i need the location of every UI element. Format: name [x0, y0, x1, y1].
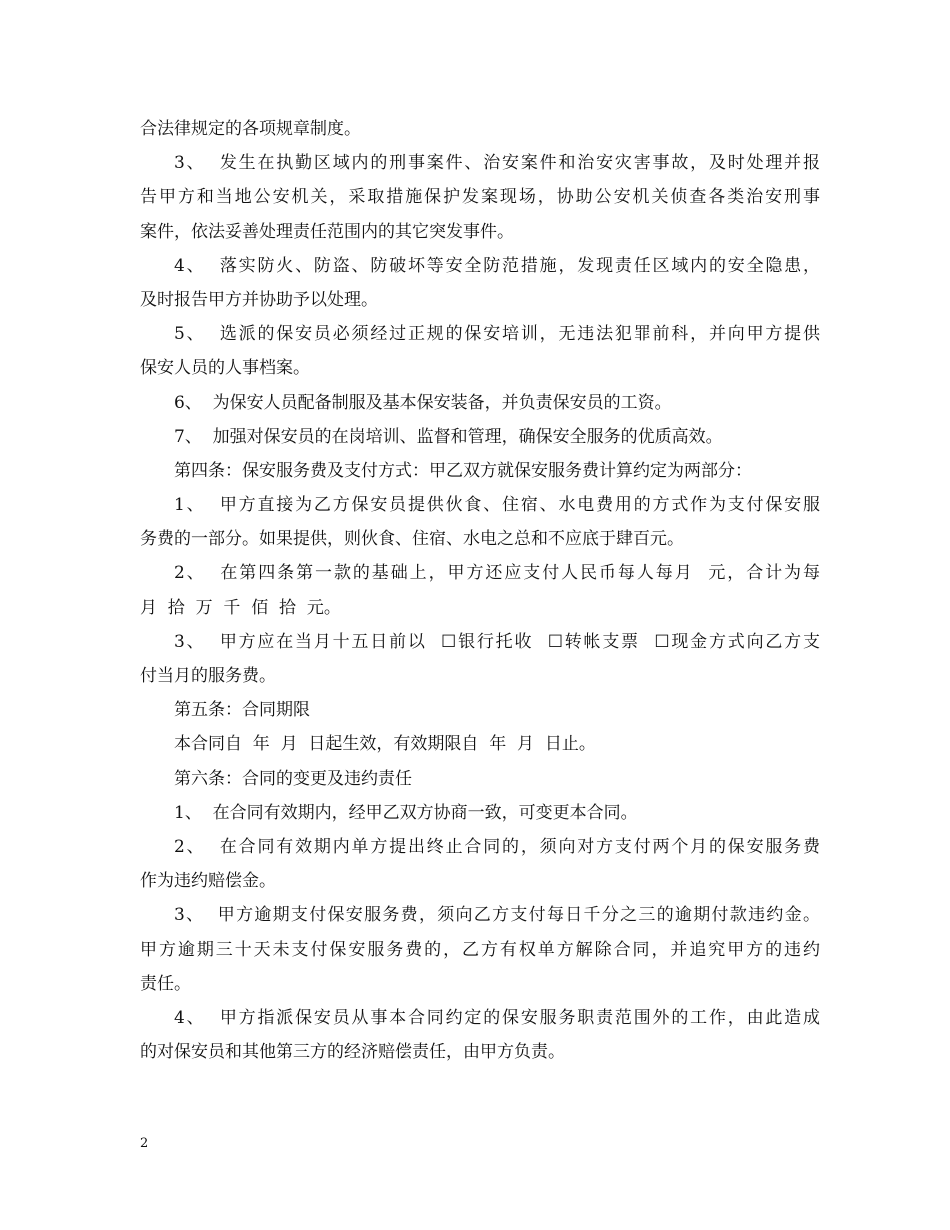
text-line: 4、 甲方指派保安员从事本合同约定的保安服务职责范围外的工作，由此造成 [174, 1007, 820, 1028]
text-line: 3、 甲方应在当月十五日前以 ☐银行托收 ☐转帐支票 ☐现金方式向乙方支 [174, 631, 820, 652]
text-line: 第六条：合同的变更及违约责任 [174, 768, 412, 789]
text-line: 务费的一部分。如果提供，则伙食、住宿、水电之总和不应底于肆百元。 [140, 529, 684, 550]
text-line: 告甲方和当地公安机关，采取措施保护发案现场，协助公安机关侦查各类治安刑事 [140, 187, 820, 208]
text-line: 及时报告甲方并协助予以处理。 [140, 289, 378, 310]
text-line: 第五条：合同期限 [174, 700, 310, 721]
text-line: 责任。 [140, 973, 191, 994]
text-line: 3、 发生在执勤区域内的刑事案件、治安案件和治安灾害事故，及时处理并报 [174, 153, 820, 174]
page-number: 2 [140, 1136, 149, 1151]
text-line: 2、 在第四条第一款的基础上，甲方还应支付人民币每人每月 元，合计为每 [174, 563, 820, 584]
text-line: 5、 选派的保安员必须经过正规的保安培训，无违法犯罪前科，并向甲方提供 [174, 324, 820, 345]
text-line: 案件，依法妥善处理责任范围内的其它突发事件。 [140, 221, 514, 242]
text-line: 6、 为保安人员配备制服及基本保安装备，并负责保安员的工资。 [174, 392, 672, 413]
text-line: 1、 在合同有效期内，经甲乙双方协商一致，可变更本合同。 [174, 802, 638, 823]
text-line: 7、 加强对保安员的在岗培训、监督和管理，确保安全服务的优质高效。 [174, 426, 723, 447]
text-line: 1、 甲方直接为乙方保安员提供伙食、住宿、水电费用的方式作为支付保安服 [174, 495, 820, 516]
text-line: 保安人员的人事档案。 [140, 358, 310, 379]
text-line: 4、 落实防火、防盗、防破坏等安全防范措施，发现责任区域内的安全隐患， [174, 255, 820, 276]
text-line: 的对保安员和其他第三方的经济赔偿责任，由甲方负责。 [140, 1042, 565, 1063]
text-line: 2、 在合同有效期内单方提出终止合同的，须向对方支付两个月的保安服务费 [174, 836, 820, 857]
text-line: 合法律规定的各项规章制度。 [140, 119, 361, 139]
document-body [140, 112, 820, 1069]
text-line: 3、 甲方逾期支付保安服务费，须向乙方支付每日千分之三的逾期付款违约金。 [174, 905, 820, 926]
text-line: 月 拾 万 千 佰 拾 元。 [140, 597, 341, 618]
text-line: 本合同自 年 月 日起生效，有效期限自 年 月 日止。 [174, 734, 596, 755]
text-line: 作为违约赔偿金。 [140, 871, 276, 892]
text-line: 甲方逾期三十天未支付保安服务费的，乙方有权单方解除合同，并追究甲方的违约 [140, 939, 820, 960]
text-line: 付当月的服务费。 [140, 666, 276, 686]
text-line: 第四条：保安服务费及支付方式：甲乙双方就保安服务费计算约定为两部分： [174, 460, 752, 481]
